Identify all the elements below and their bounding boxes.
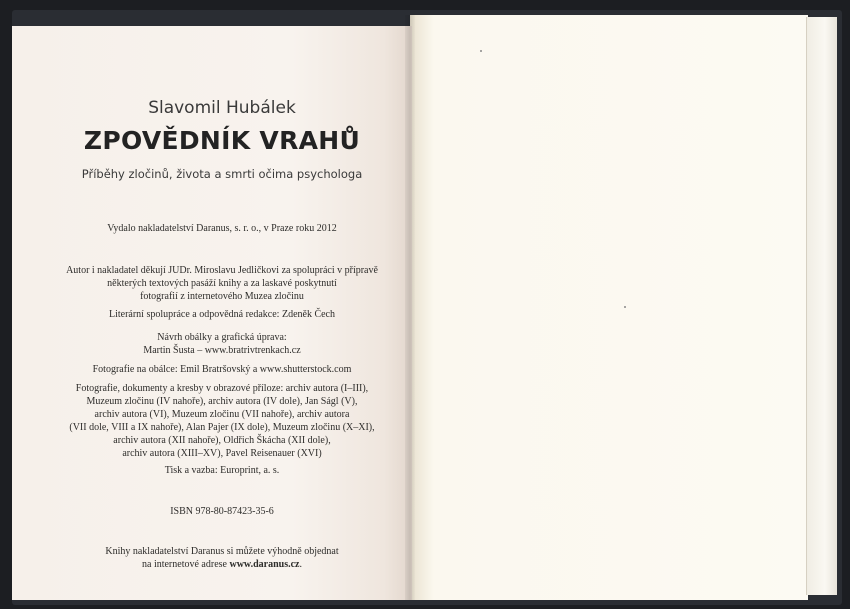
book-title: ZPOVĚDNÍK VRAHŮ (83, 126, 361, 155)
acknowledgement (32, 264, 412, 303)
photo-credit-line: archiv autora (XII nahoře), Oldřich Škácha (XII dole), (113, 435, 331, 446)
paper-speck (480, 50, 482, 52)
left-page (12, 26, 412, 600)
photo-credit-line: archiv autora (XIII–XV), Pavel Reisenauer (XVI) (122, 448, 322, 459)
order-prefix: na internetové adrese (142, 559, 230, 570)
order-line: Knihy nakladatelství Daranus si můžete výhodně objednat (105, 546, 339, 557)
acknowledgement-line: některých textových pasáží knihy a za laskavé poskytnutí (107, 278, 337, 289)
cover-design-credit (32, 331, 412, 357)
page-edges (806, 17, 837, 595)
cover-photo-credit: Fotografie na obálce: Emil Bratršovský a www.shutterstock.com (92, 364, 352, 375)
print-credit: Tisk a vazba: Europrint, a. s. (164, 465, 280, 476)
isbn: ISBN 978-80-87423-35-6 (170, 506, 274, 517)
right-page-blank (410, 15, 808, 600)
cover-design-line: Martin Šusta – www.bratrivtrenkach.cz (143, 345, 301, 356)
photo-credit-line: (VII dole, VIII a IX nahoře), Alan Pajer (IX dole), Muzeum zločinu (X–XI), (69, 422, 375, 433)
book-subtitle: Příběhy zločinů, života a smrti očima psychologa (81, 167, 363, 181)
publisher-line: Vydalo nakladatelství Daranus, s. r. o., v Praze roku 2012 (107, 223, 337, 234)
order-info (32, 545, 412, 571)
acknowledgement-line: fotografií z internetového Muzea zločinu (140, 291, 304, 302)
book-author: Slavomil Hubálek (148, 98, 296, 118)
editor-credit: Literární spolupráce a odpovědná redakce: Zdeněk Čech (108, 309, 335, 320)
cover-design-line: Návrh obálky a grafická úprava: (157, 332, 287, 343)
order-url: www.daranus.cz (229, 559, 300, 570)
order-suffix: . (299, 559, 302, 570)
order-line-2 (32, 558, 412, 571)
photo-credits (32, 382, 412, 460)
photo-credit-line: Muzeum zločinu (IV nahoře), archiv autora (IV dole), Jan Ságl (V), (86, 396, 358, 407)
photo-credit-line: Fotografie, dokumenty a kresby v obrazové příloze: archiv autora (I–III), (75, 383, 369, 394)
photo-credit-line: archiv autora (VI), Muzeum zločinu (VII nahoře), archiv autora (94, 409, 350, 420)
acknowledgement-line: Autor i nakladatel děkují JUDr. Miroslavu Jedličkovi za spolupráci v přípravě (66, 265, 378, 276)
paper-speck (624, 306, 626, 308)
book-gutter (405, 15, 415, 600)
